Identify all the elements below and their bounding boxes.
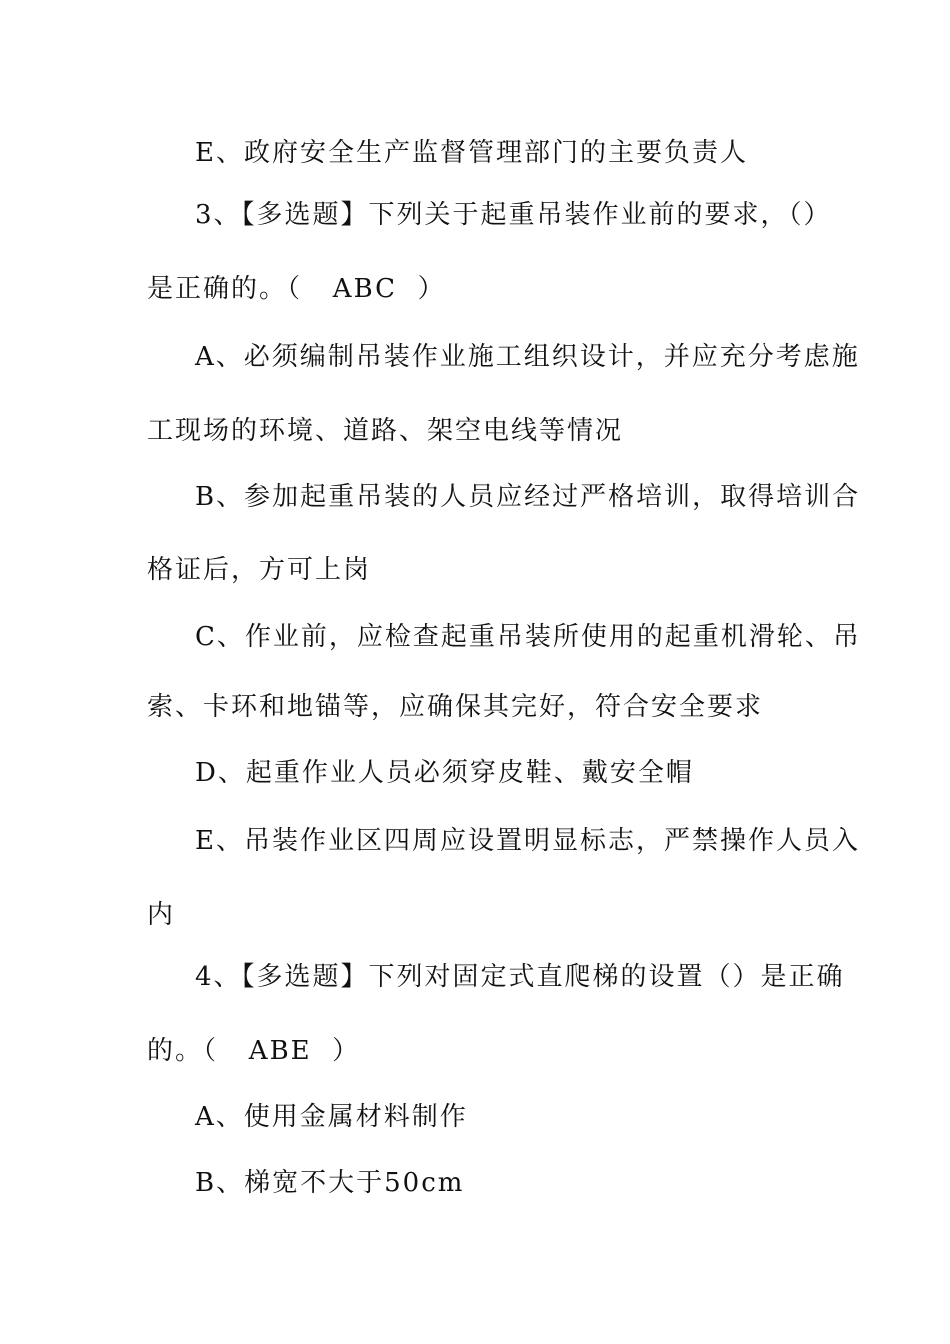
question-4-stem-line-1: 4、【多选题】下列对固定式直爬梯的设置（）是正确 (195, 962, 845, 992)
question-3-stem-line-1: 3、【多选题】下列关于起重吊装作业前的要求，（） (195, 200, 832, 230)
q3-option-b-line-1: B、参加起重吊装的人员应经过严格培训，取得培训合 (195, 482, 861, 512)
q4-option-b: B、梯宽不大于50cm (195, 1168, 465, 1198)
q3-option-d: D、起重作业人员必须穿皮鞋、戴安全帽 (195, 758, 694, 788)
q3-option-c-line-2: 索、卡环和地锚等，应确保其完好，符合安全要求 (147, 692, 764, 722)
q3-option-e-line-2: 内 (147, 900, 176, 930)
q3-option-a-line-1: A、必须编制吊装作业施工组织设计，并应充分考虑施 (195, 342, 860, 372)
question-3-stem-line-2: 是正确的。（ ABC ） (147, 274, 446, 304)
q3-option-e-line-1: E、吊装作业区四周应设置明显标志，严禁操作人员入 (195, 826, 860, 856)
q3-option-c-line-1: C、作业前，应检查起重吊装所使用的起重机滑轮、吊 (195, 622, 861, 652)
option-e-q2: E、政府安全生产监督管理部门的主要负责人 (195, 138, 748, 168)
q3-option-b-line-2: 格证后，方可上岗 (147, 555, 372, 585)
q4-option-a: A、使用金属材料制作 (195, 1102, 468, 1132)
q3-option-a-line-2: 工现场的环境、道路、架空电线等情况 (147, 416, 624, 446)
question-4-stem-line-2: 的。（ ABE ） (147, 1036, 361, 1066)
